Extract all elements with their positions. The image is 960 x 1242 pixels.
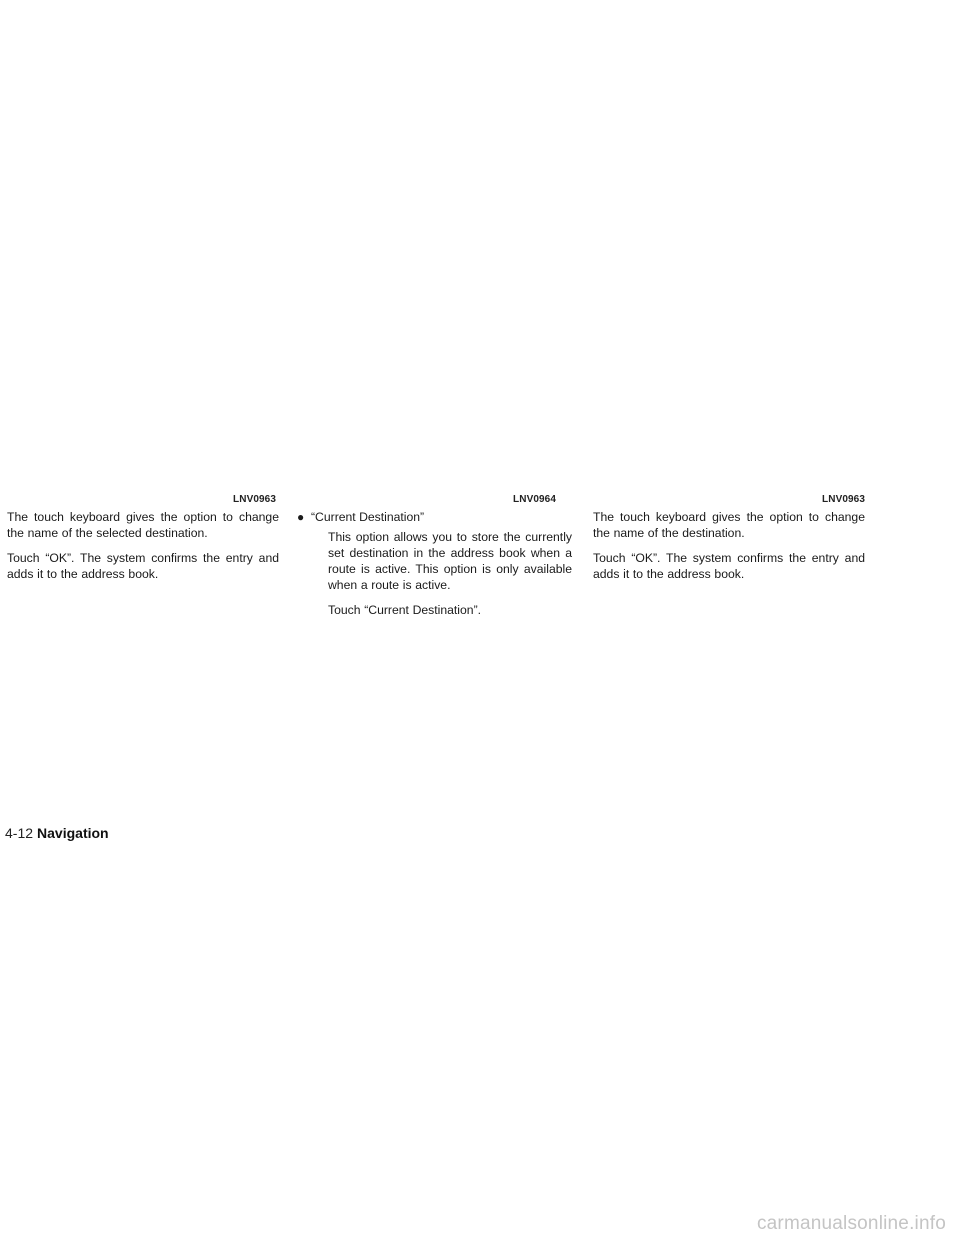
paragraph: Touch “OK”. The system confirms the entry and adds it to the address book. — [593, 551, 865, 581]
paragraph: Touch “OK”. The system confirms the entry and adds it to the address book. — [7, 551, 279, 581]
page-footer — [5, 823, 109, 843]
paragraph: This option allows you to store the currently set destination in the address book when a route is active. This option is only available when a route is active. — [328, 530, 572, 592]
figure-label: LNV0963 — [822, 494, 865, 505]
page-number: 4-12 — [5, 825, 34, 841]
bullet-body — [328, 529, 572, 618]
bullet-item — [297, 509, 569, 525]
watermark-text: carmanualsonline.info — [756, 1213, 946, 1234]
column-middle — [297, 493, 572, 627]
paragraph: The touch keyboard gives the option to change the name of the selected destination. — [7, 510, 279, 540]
bullet-title: “Current Destination” — [311, 510, 425, 524]
figure-label: LNV0964 — [513, 494, 556, 505]
figure-label: LNV0963 — [233, 494, 276, 505]
bullet-icon: ● — [297, 510, 305, 524]
section-title: Navigation — [37, 825, 109, 841]
paragraph: Touch “Current Destination”. — [328, 603, 482, 617]
column-left — [7, 493, 279, 591]
paragraph: The touch keyboard gives the option to change the name of the destination. — [593, 510, 865, 540]
column-right — [593, 493, 865, 591]
